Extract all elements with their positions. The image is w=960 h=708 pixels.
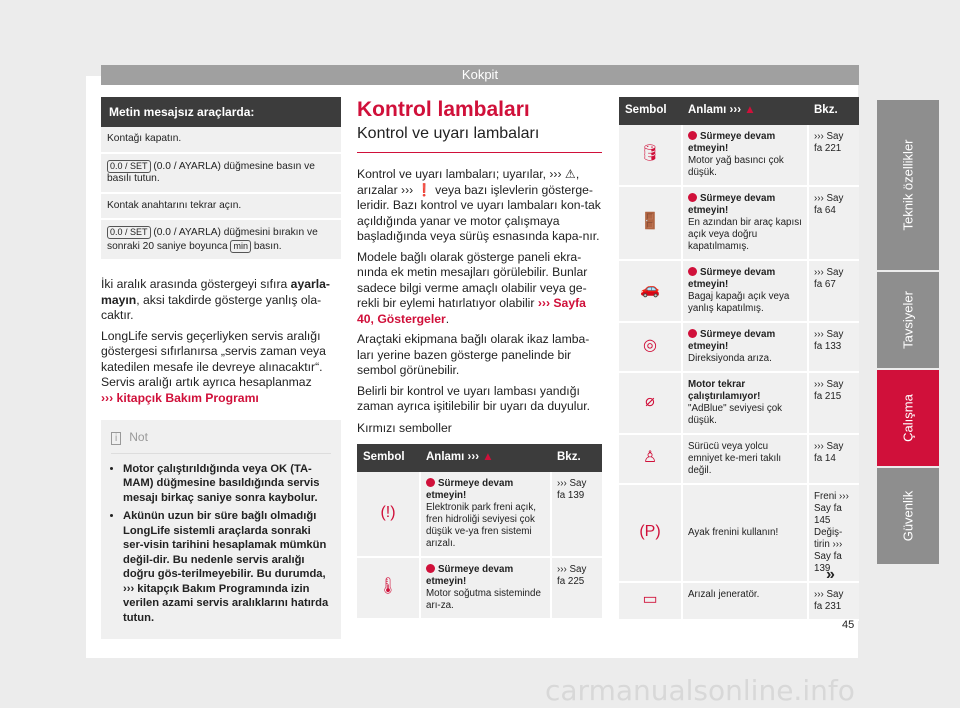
page-ref: ››› Say fa 139 (551, 472, 602, 557)
paragraph: Kontrol ve uyarı lambaları; uyarılar, ››› ⚠, arızalar ››› ❗ veya bazı işlevlerin gösterge-leridir. Bazı kontrol ve uyarı lambaları kon-tak açıldığında yanar ve motor çalışmaya başladığında veya sürüş esnasında kapa-nır. (357, 167, 601, 243)
tab-operation[interactable]: Çalışma (877, 370, 939, 466)
watermark: carmanualsonline.info (545, 674, 855, 707)
note-title: i Not (111, 430, 331, 454)
col-meaning: Anlamı ››› ▲ (682, 97, 808, 125)
page-ref: ››› Say fa 64 (808, 186, 859, 260)
symbol-icon: 🛢 (639, 145, 661, 162)
info-icon: i (111, 432, 121, 445)
table-row: (!) Sürmeye devam etmeyin! Elektronik park freni açık, fren hidroliği seviyesi çok düşük ve-ya fren sistemi arızalı. ››› Say fa 139 (357, 472, 602, 557)
col-ref: Bkz. (551, 444, 602, 472)
table-row: ♙ Sürücü veya yolcu emniyet ke-meri takılı değil. ››› Say fa 14 (619, 434, 859, 484)
stop-icon (688, 131, 697, 140)
note-box (101, 420, 341, 639)
paragraph: İki aralık arasında göstergeyi sıfıra ayarla-mayın, aksi takdirde gösterge yanlış ola-caktır. (101, 277, 330, 322)
table-row: 🛢 Sürmeye devam etmeyin! Motor yağ basıncı çok düşük. ››› Say fa 221 (619, 125, 859, 186)
col-ref: Bkz. (808, 97, 859, 125)
table-row: ◎ Sürmeye devam etmeyin! Direksiyonda arıza. ››› Say fa 133 (619, 322, 859, 372)
col-meaning: Anlamı ››› ▲ (420, 444, 551, 472)
continue-arrow: » (826, 566, 835, 583)
set-key: 0.0 / SET (107, 160, 151, 173)
note-item: • Motor çalıştırıldığında veya OK (TA-MAM) düğmesine basıldığında servis mesajı birkaç saniye sonra kaybolur. (123, 462, 331, 506)
page-ref: ››› Say fa 67 (808, 260, 859, 322)
paragraph: Modele bağlı olarak gösterge paneli ekra-nında ek metin mesajları görülebilir. Bunlar sadece bilgi verme amaçlı olabilir veya ge-rekli bir eylemi hatırlatıyor olabilir ››› Sayfa 40, Göstergeler. (357, 249, 588, 326)
col-symbol: Sembol (357, 444, 420, 472)
warning-icon: ▲ (482, 451, 494, 464)
symbol-icon: ♙ (642, 449, 658, 466)
page-ref: Freni ››› Say fa 145 Değiş-tirin ››› Say fa 139 (808, 484, 859, 582)
table-row: (P) Ayak frenini kullanın! Freni ››› Say fa 145 Değiş-tirin ››› Say fa 139 (619, 484, 859, 582)
step-row (101, 220, 341, 261)
symbol-icon: ⌀ (645, 393, 655, 410)
left-column (101, 97, 341, 639)
tab-technical[interactable]: Teknik özellikler (877, 100, 939, 270)
tab-safety[interactable]: Güvenlik (877, 468, 939, 564)
stop-icon (688, 193, 697, 202)
page-ref: ››› Say fa 221 (808, 125, 859, 186)
right-column (619, 97, 859, 621)
set-key: 0.0 / SET (107, 226, 151, 239)
stop-icon (688, 329, 697, 338)
section-title: Kontrol lambaları (357, 98, 530, 121)
symbol-icon: 🚗 (640, 281, 660, 298)
red-symbols-table (357, 444, 602, 620)
tab-tips[interactable]: Tavsiyeler (877, 272, 939, 368)
step-row (101, 154, 341, 194)
paragraph: Belirli bir kontrol ve uyarı lambası yandığı zaman ayrıca işitilebilir bir uyarı da duyulur. (357, 383, 591, 413)
step-text: (0.0 / AYARLA) düğmesini bırakın ve sonraki 20 saniye boyunca (107, 227, 318, 252)
warning-icon: ▲ (744, 104, 756, 117)
symbol-icon: ◎ (643, 337, 657, 354)
step-text: Kontağı kapatın. (107, 133, 182, 144)
brake-icon: (!) (380, 504, 396, 521)
page-ref: ››› Say fa 225 (551, 557, 602, 619)
section-subtitle: Kontrol ve uyarı lambaları (357, 123, 602, 153)
symbol-icon: (P) (639, 523, 661, 540)
table-row: 🚗 Sürmeye devam etmeyin! Bagaj kapağı açık veya yanlış kapatılmış. ››› Say fa 67 (619, 260, 859, 322)
paragraph: Araçtaki ekipmana bağlı olarak ikaz lamba-ları yerine bazen gösterge panelinde bir sembol görünebilir. (357, 332, 590, 377)
symbol-icon: 🚪 (640, 213, 660, 230)
middle-column (357, 97, 602, 620)
paragraph: LongLife servis geçerliyken servis aralığı göstergesi sıfırlanırsa „servis zaman veya katedilen mesafe ile devreye alınacaktır“. Servis aralığı artık ayrıca hesaplanmaz ››› kitapçık Bakım Programı (101, 328, 326, 405)
table-row: ▭ Arızalı jeneratör. ››› Say fa 231 (619, 582, 859, 620)
table-row: 🚪 Sürmeye devam etmeyin! En azından bir araç kapısı açık veya doğru kapatılmamış. ››› Say fa 64 (619, 186, 859, 260)
step-row (101, 127, 341, 154)
page-ref: ››› Say fa 215 (808, 372, 859, 434)
booklet-link[interactable]: ››› kitapçık Bakım Programı (101, 390, 259, 405)
stop-icon (426, 564, 435, 573)
page-number: 45 (842, 619, 855, 631)
box-title: Metin mesajsız araçlarda: (101, 97, 341, 127)
step-text: basın. (250, 240, 282, 252)
col-symbol: Sembol (619, 97, 682, 125)
page-ref: ››› Say fa 231 (808, 582, 859, 620)
min-key: min (230, 240, 251, 253)
page-ref: ››› Say fa 133 (808, 322, 859, 372)
table-row: 🌡 Sürmeye devam etmeyin! Motor soğutma sisteminde arı-za. ››› Say fa 225 (357, 557, 602, 619)
table-row: ⌀ Motor tekrar çalıştırılamıyor! "AdBlue" seviyesi çok düşük. ››› Say fa 215 (619, 372, 859, 434)
page-link[interactable]: ››› Sayfa 40, Göstergeler (357, 296, 586, 326)
stop-icon (426, 478, 435, 487)
step-row (101, 194, 341, 221)
page-header: Kokpit (101, 65, 859, 85)
coolant-icon: 🌡 (377, 578, 399, 595)
step-text: (0.0 / AYARLA) düğmesine basın ve basılı tutun. (107, 160, 315, 184)
page-ref: ››› Say fa 14 (808, 434, 859, 484)
step-text: Kontak anahtarını tekrar açın. (107, 199, 242, 211)
table-caption: Kırmızı semboller (357, 420, 452, 435)
symbol-icon: ▭ (642, 591, 658, 608)
note-item: • Akünün uzun bir süre bağlı olmadığı LongLife sistemli araçlarda sonraki ser-visin tarihini hesaplamak mümkün değil-dir. Bu nedenle servis aralığı doğru gös-terilmeyebilir. Bu durumda, ››› kitapçık Bakım Programında izin verilen azami servis aralıklarını hatırda tutun. (123, 509, 331, 625)
stop-icon (688, 267, 697, 276)
red-symbols-table-continued (619, 97, 859, 621)
